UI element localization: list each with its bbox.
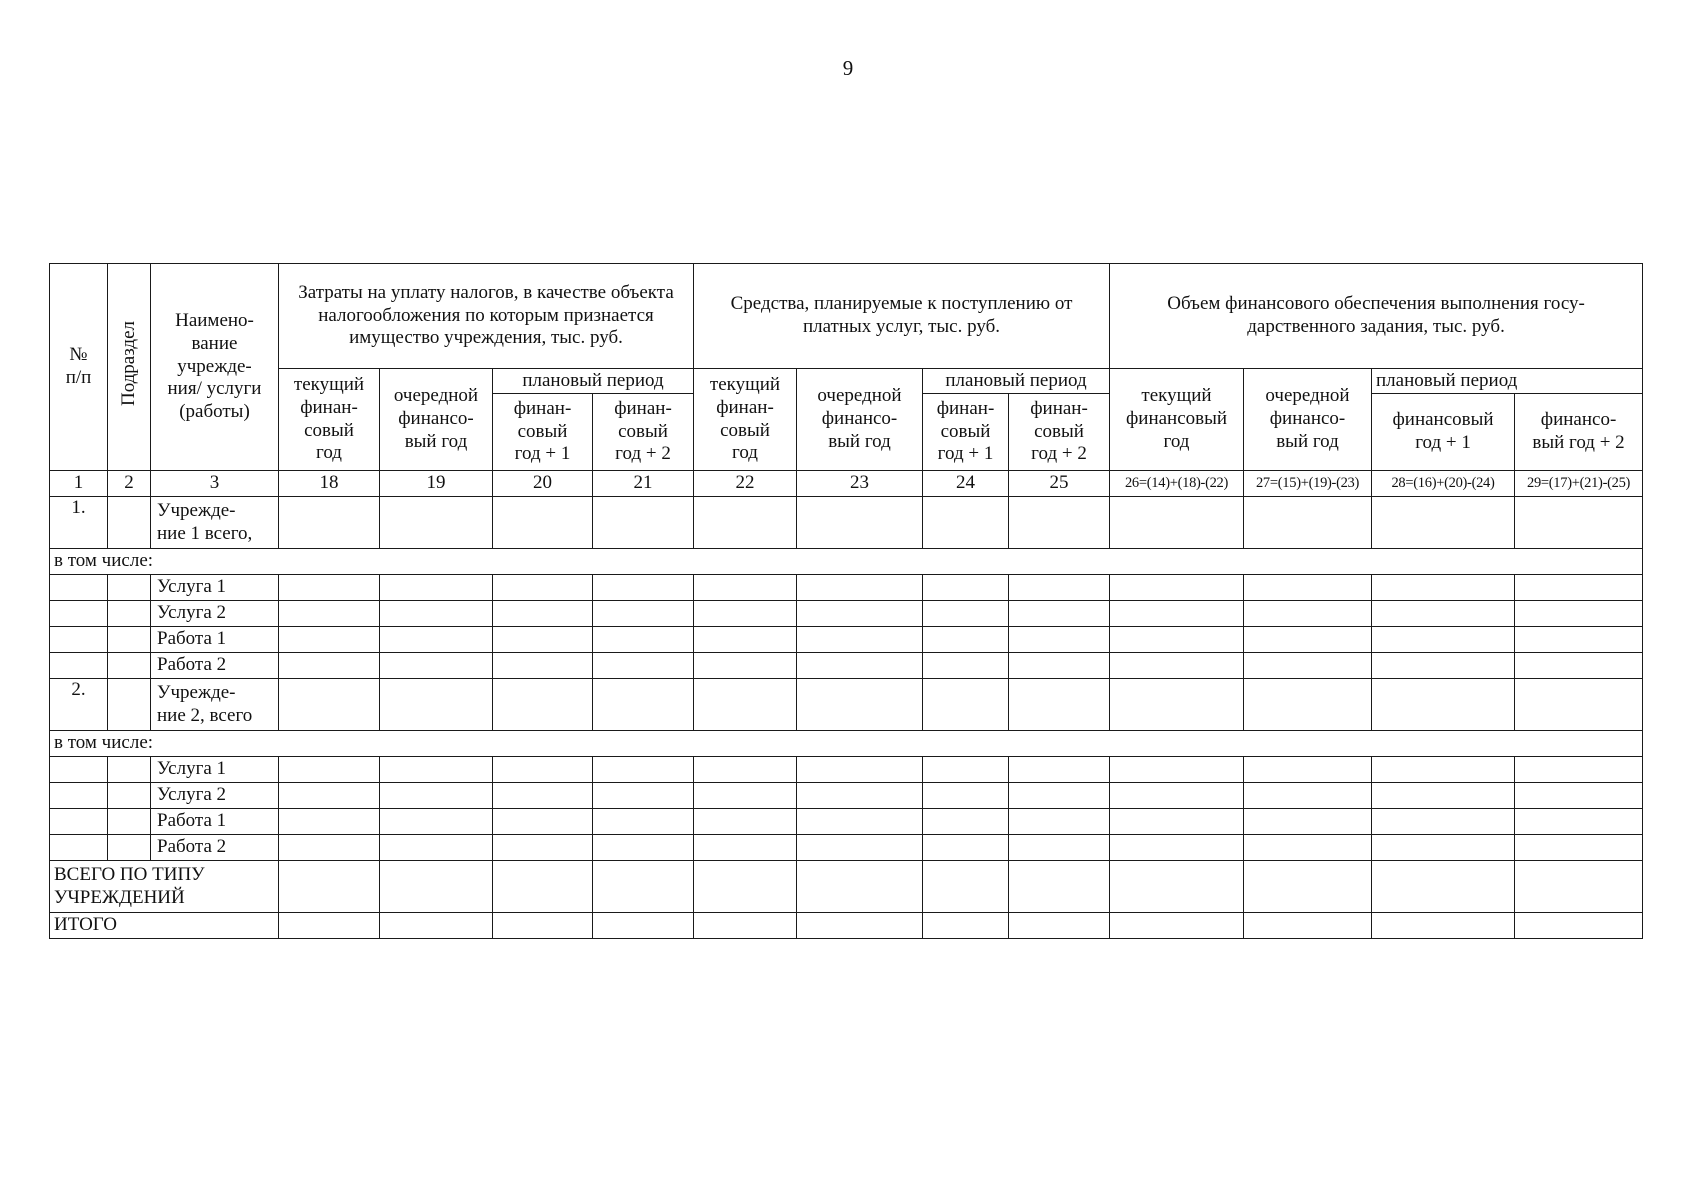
value-cell [797, 835, 923, 861]
paid-plan-year2-header: финан- совый год + 2 [1009, 394, 1110, 471]
total-type-row [50, 861, 1643, 913]
value-cell [1515, 653, 1643, 679]
value-cell [593, 913, 694, 939]
item-name: Услуга 2 [151, 601, 279, 627]
institution-1-items [50, 575, 1643, 679]
value-cell [923, 679, 1009, 731]
value-cell [694, 575, 797, 601]
value-cell [1515, 601, 1643, 627]
value-cell [380, 627, 493, 653]
item-name: Работа 1 [151, 627, 279, 653]
value-cell [380, 809, 493, 835]
value-cell [493, 835, 593, 861]
value-cell [493, 809, 593, 835]
tax-plan-period-header: плановый период [493, 369, 694, 394]
col-number: 25 [1009, 471, 1110, 497]
vol-plan-period-header: плановый период [1372, 369, 1643, 394]
item-name: Услуга 1 [151, 575, 279, 601]
value-cell [1372, 601, 1515, 627]
value-cell [493, 601, 593, 627]
item-row [50, 653, 1643, 679]
value-cell [593, 575, 694, 601]
value-cell [923, 835, 1009, 861]
value-cell [694, 601, 797, 627]
row-number: 1. [50, 497, 108, 549]
item-row [50, 757, 1643, 783]
section-cell [108, 835, 151, 861]
value-cell [1515, 679, 1643, 731]
value-cell [694, 835, 797, 861]
including-label: в том числе: [50, 549, 1643, 575]
institution-2-items [50, 757, 1643, 861]
value-cell [279, 809, 380, 835]
vol-current-year-header: текущий финансовый год [1110, 369, 1244, 471]
item-name: Работа 2 [151, 653, 279, 679]
col-num-header: № п/п [50, 264, 108, 471]
value-cell [493, 575, 593, 601]
value-cell [593, 679, 694, 731]
value-cell [493, 627, 593, 653]
value-cell [1515, 783, 1643, 809]
value-cell [1372, 913, 1515, 939]
value-cell [1110, 497, 1244, 549]
row-number [50, 757, 108, 783]
value-cell [593, 497, 694, 549]
grand-total-label: ИТОГО [50, 913, 279, 939]
paid-current-year-header: текущий финан- совый год [694, 369, 797, 471]
value-cell [380, 757, 493, 783]
tax-next-year-header: очередной финансо- вый год [380, 369, 493, 471]
value-cell [1372, 757, 1515, 783]
value-cell [694, 809, 797, 835]
value-cell [1244, 601, 1372, 627]
value-cell [1009, 809, 1110, 835]
col-name-header: Наимено- вание учрежде- ния/ услуги (работы) [151, 264, 279, 471]
value-cell [694, 783, 797, 809]
value-cell [493, 861, 593, 913]
section-cell [108, 627, 151, 653]
value-cell [797, 575, 923, 601]
col-number: 1 [50, 471, 108, 497]
value-cell [1244, 913, 1372, 939]
paid-plan-year1-header: финан- совый год + 1 [923, 394, 1009, 471]
tax-current-year-header: текущий финан- совый год [279, 369, 380, 471]
value-cell [279, 601, 380, 627]
total-type-label: ВСЕГО ПО ТИПУ УЧРЕЖДЕНИЙ [50, 861, 279, 913]
value-cell [593, 835, 694, 861]
value-cell [1110, 575, 1244, 601]
value-cell [694, 653, 797, 679]
value-cell [1009, 627, 1110, 653]
value-cell [1515, 575, 1643, 601]
value-cell [1110, 783, 1244, 809]
col-number: 29=(17)+(21)-(25) [1515, 471, 1643, 497]
value-cell [1515, 627, 1643, 653]
value-cell [593, 861, 694, 913]
institution-row [50, 679, 1643, 731]
paid-plan-period-header: плановый период [923, 369, 1110, 394]
value-cell [279, 653, 380, 679]
value-cell [1244, 679, 1372, 731]
value-cell [1110, 653, 1244, 679]
value-cell [1009, 575, 1110, 601]
value-cell [493, 913, 593, 939]
value-cell [1244, 861, 1372, 913]
value-cell [1009, 601, 1110, 627]
row-number: 2. [50, 679, 108, 731]
paid-next-year-header: очередной финансо- вый год [797, 369, 923, 471]
value-cell [1110, 627, 1244, 653]
row-number [50, 653, 108, 679]
value-cell [1009, 913, 1110, 939]
value-cell [694, 627, 797, 653]
value-cell [380, 783, 493, 809]
value-cell [923, 861, 1009, 913]
value-cell [923, 497, 1009, 549]
value-cell [797, 861, 923, 913]
value-cell [1009, 497, 1110, 549]
value-cell [279, 679, 380, 731]
including-row [50, 549, 1643, 575]
value-cell [279, 861, 380, 913]
value-cell [797, 627, 923, 653]
including-row [50, 731, 1643, 757]
value-cell [1009, 653, 1110, 679]
value-cell [1110, 601, 1244, 627]
value-cell [1110, 913, 1244, 939]
value-cell [493, 497, 593, 549]
value-cell [1244, 627, 1372, 653]
value-cell [797, 809, 923, 835]
institution-name: Учрежде- ние 2, всего [151, 679, 279, 731]
section-cell [108, 653, 151, 679]
value-cell [1515, 809, 1643, 835]
value-cell [797, 601, 923, 627]
value-cell [923, 809, 1009, 835]
value-cell [1515, 861, 1643, 913]
value-cell [593, 757, 694, 783]
col-number: 2 [108, 471, 151, 497]
value-cell [593, 653, 694, 679]
value-cell [593, 809, 694, 835]
value-cell [694, 913, 797, 939]
value-cell [923, 757, 1009, 783]
value-cell [380, 835, 493, 861]
item-row [50, 783, 1643, 809]
row-number [50, 627, 108, 653]
value-cell [694, 497, 797, 549]
value-cell [279, 497, 380, 549]
grand-total-row [50, 913, 1643, 939]
paid-services-group-header: Средства, планируемые к поступлению от платных услуг, тыс. руб. [694, 264, 1110, 369]
vol-plan-year2-header: финансо- вый год + 2 [1515, 394, 1643, 471]
value-cell [1372, 497, 1515, 549]
value-cell [694, 757, 797, 783]
col-number: 3 [151, 471, 279, 497]
value-cell [279, 783, 380, 809]
value-cell [1110, 679, 1244, 731]
value-cell [1372, 575, 1515, 601]
value-cell [279, 757, 380, 783]
section-cell [108, 783, 151, 809]
value-cell [1009, 679, 1110, 731]
value-cell [1372, 835, 1515, 861]
row-number [50, 809, 108, 835]
value-cell [1244, 653, 1372, 679]
value-cell [923, 653, 1009, 679]
item-name: Работа 2 [151, 835, 279, 861]
value-cell [380, 679, 493, 731]
value-cell [1110, 835, 1244, 861]
vol-plan-year1-header: финансовый год + 1 [1372, 394, 1515, 471]
value-cell [1009, 757, 1110, 783]
value-cell [380, 913, 493, 939]
value-cell [1110, 809, 1244, 835]
page-number: 9 [842, 56, 854, 80]
value-cell [1244, 783, 1372, 809]
section-cell [108, 809, 151, 835]
col-number: 24 [923, 471, 1009, 497]
value-cell [1515, 757, 1643, 783]
value-cell [923, 627, 1009, 653]
value-cell [923, 783, 1009, 809]
item-row [50, 627, 1643, 653]
value-cell [1244, 757, 1372, 783]
value-cell [797, 913, 923, 939]
value-cell [380, 575, 493, 601]
value-cell [1515, 497, 1643, 549]
volume-group-header: Объем финансового обеспечения выполнения госу- дарственного задания, тыс. руб. [1110, 264, 1643, 369]
value-cell [1372, 783, 1515, 809]
col-section-header: Подраздел [108, 264, 151, 471]
value-cell [279, 913, 380, 939]
value-cell [1372, 861, 1515, 913]
value-cell [493, 757, 593, 783]
vol-next-year-header: очередной финансо- вый год [1244, 369, 1372, 471]
value-cell [380, 497, 493, 549]
value-cell [493, 653, 593, 679]
value-cell [1244, 809, 1372, 835]
section-cell [108, 757, 151, 783]
value-cell [1009, 861, 1110, 913]
value-cell [1110, 861, 1244, 913]
col-number: 19 [380, 471, 493, 497]
section-cell [108, 679, 151, 731]
financial-table [49, 263, 1643, 939]
value-cell [923, 913, 1009, 939]
including-label: в том числе: [50, 731, 1643, 757]
taxes-group-header: Затраты на уплату налогов, в качестве объекта налогообложения по которым признается имущество учреждения, тыс. руб. [279, 264, 694, 369]
value-cell [1244, 835, 1372, 861]
value-cell [493, 783, 593, 809]
value-cell [1009, 783, 1110, 809]
row-number [50, 783, 108, 809]
item-row [50, 809, 1643, 835]
institution-row [50, 497, 1643, 549]
col-number: 26=(14)+(18)-(22) [1110, 471, 1244, 497]
value-cell [1372, 627, 1515, 653]
col-number: 20 [493, 471, 593, 497]
value-cell [1244, 497, 1372, 549]
col-number: 18 [279, 471, 380, 497]
tax-plan-year2-header: финан- совый год + 2 [593, 394, 694, 471]
value-cell [1372, 679, 1515, 731]
value-cell [694, 861, 797, 913]
row-number [50, 601, 108, 627]
value-cell [279, 835, 380, 861]
value-cell [1515, 835, 1643, 861]
col-number: 27=(15)+(19)-(23) [1244, 471, 1372, 497]
value-cell [380, 601, 493, 627]
column-numbers-row [50, 471, 1643, 497]
col-number: 28=(16)+(20)-(24) [1372, 471, 1515, 497]
section-cell [108, 497, 151, 549]
value-cell [797, 783, 923, 809]
value-cell [923, 601, 1009, 627]
item-name: Услуга 2 [151, 783, 279, 809]
row-number [50, 835, 108, 861]
col-number: 22 [694, 471, 797, 497]
value-cell [279, 575, 380, 601]
value-cell [797, 679, 923, 731]
value-cell [694, 679, 797, 731]
value-cell [493, 679, 593, 731]
value-cell [1110, 757, 1244, 783]
item-row [50, 835, 1643, 861]
section-cell [108, 575, 151, 601]
value-cell [797, 497, 923, 549]
item-name: Услуга 1 [151, 757, 279, 783]
value-cell [593, 783, 694, 809]
item-name: Работа 1 [151, 809, 279, 835]
institution-name: Учрежде- ние 1 всего, [151, 497, 279, 549]
value-cell [1244, 575, 1372, 601]
value-cell [797, 757, 923, 783]
section-cell [108, 601, 151, 627]
value-cell [1372, 809, 1515, 835]
value-cell [593, 627, 694, 653]
value-cell [279, 627, 380, 653]
value-cell [1009, 835, 1110, 861]
item-row [50, 575, 1643, 601]
col-number: 21 [593, 471, 694, 497]
value-cell [380, 653, 493, 679]
value-cell [380, 861, 493, 913]
row-number [50, 575, 108, 601]
value-cell [923, 575, 1009, 601]
col-number: 23 [797, 471, 923, 497]
tax-plan-year1-header: финан- совый год + 1 [493, 394, 593, 471]
value-cell [593, 601, 694, 627]
value-cell [797, 653, 923, 679]
value-cell [1372, 653, 1515, 679]
item-row [50, 601, 1643, 627]
value-cell [1515, 913, 1643, 939]
